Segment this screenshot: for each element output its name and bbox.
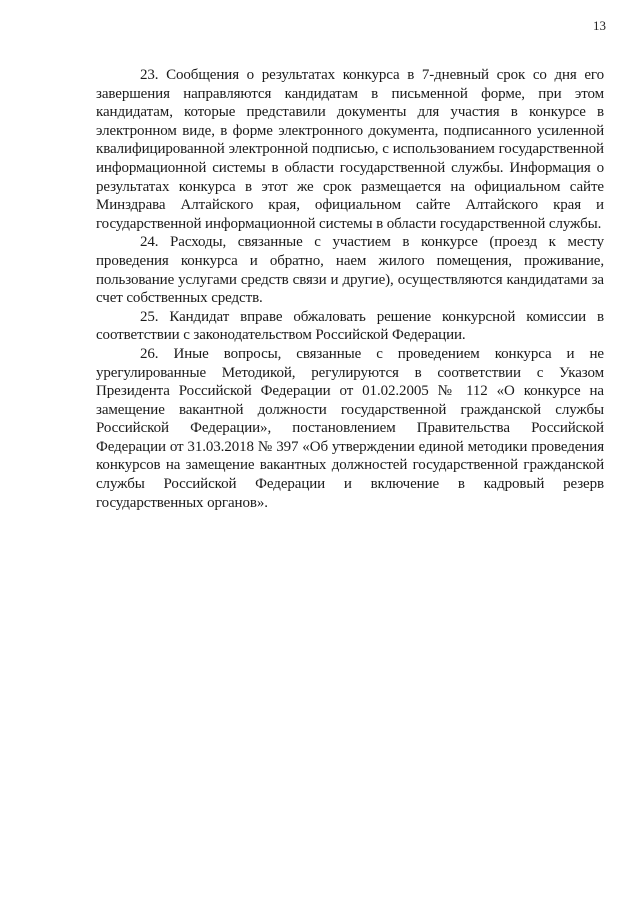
page-number: 13 <box>593 18 606 33</box>
paragraph-24: 24. Расходы, связанные с участием в конкурсе (проезд к месту проведения конкурса и обратно, наем жилого помещения, проживание, пользование услугами средств связи и другие), осуществляются кандидатами за счет собственных средств. <box>96 234 604 307</box>
document-body <box>96 66 604 512</box>
paragraph-26: 26. Иные вопросы, связанные с проведением конкурса и не урегулированные Методикой, регулируются в соответствии с Указом Президента Российской Федерации от 01.02.2005 № 112 «О конкурсе на замещение вакантной должности государственной гражданской службы Российской Федерации», постановлением Правительства Российской Федерации от 31.03.2018 № 397 «Об утверждении единой методики проведения конкурсов на замещение вакантных должностей государственной гражданской службы Российской Федерации и включение в кадровый резерв государственных органов». <box>96 345 604 511</box>
paragraph-23: 23. Сообщения о результатах конкурса в 7-дневный срок со дня его завершения направляются кандидатам в письменной форме, при этом кандидатам, которые представили документы для участия в конкурсе в электронном виде, в форме электронного документа, подписанного усиленной квалифицированной электронной подписью, с использованием государственной информационной системы в области государственной службы. Информация о результатах конкурса в этот же срок размещается на официальном сайте Минздрава Алтайского края, официальном сайте Алтайского края и государственной информационной системы в области государственной службы. <box>96 67 604 232</box>
paragraph-25: 25. Кандидат вправе обжаловать решение конкурсной комиссии в соответствии с законодательством Российской Федерации. <box>96 308 604 344</box>
